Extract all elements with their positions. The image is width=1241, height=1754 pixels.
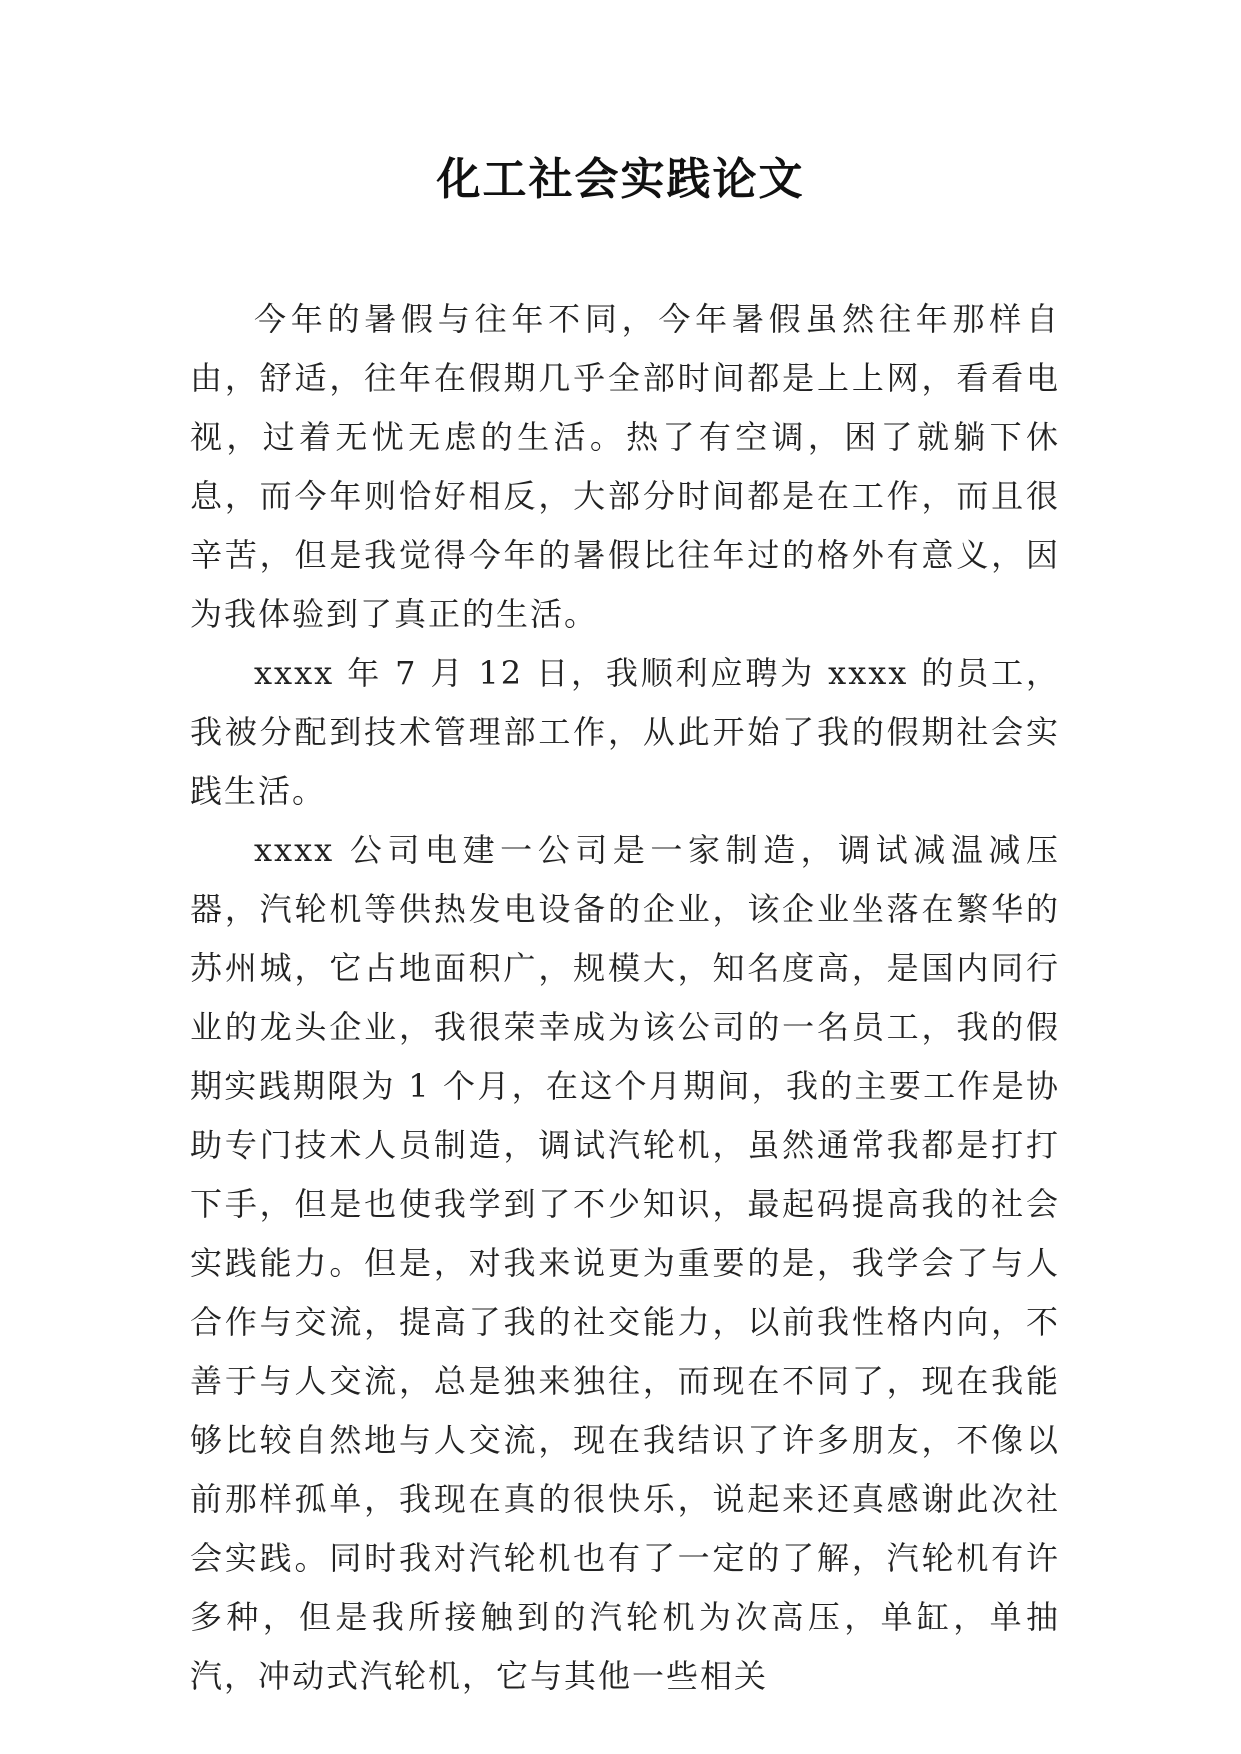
paragraph-2: xxxx 年 7 月 12 日，我顺利应聘为 xxxx 的员工，我被分配到技术管理部工作，从此开始了我的假期社会实践生活。 bbox=[190, 654, 1060, 810]
document-body bbox=[190, 290, 1060, 1706]
paragraph-1: 今年的暑假与往年不同，今年暑假虽然往年那样自由，舒适，往年在假期几乎全部时间都是上上网，看看电视，过着无忧无虑的生活。热了有空调，困了就躺下休息，而今年则恰好相反，大部分时间都是在工作，而且很辛苦，但是我觉得今年的暑假比往年过的格外有意义，因为我体验到了真正的生活。 bbox=[190, 300, 1060, 633]
paragraph-3: xxxx 公司电建一公司是一家制造，调试减温减压器，汽轮机等供热发电设备的企业，该企业坐落在繁华的苏州城，它占地面积广，规模大，知名度高，是国内同行业的龙头企业，我很荣幸成为该公司的一名员工，我的假期实践期限为 1 个月，在这个月期间，我的主要工作是协助专门技术人员制造，调试汽轮机，虽然通常我都是打打下手，但是也使我学到了不少知识，最起码提高我的社会实践能力。但是，对我来说更为重要的是，我学会了与人合作与交流，提高了我的社交能力，以前我性格内向，不善于与人交流，总是独来独往，而现在不同了，现在我能够比较自然地与人交流，现在我结识了许多朋友，不像以前那样孤单，我现在真的很快乐，说起来还真感谢此次社会实践。同时我对汽轮机也有了一定的了解，汽轮机有许多种，但是我所接触到的汽轮机为次高压，单缸，单抽汽，冲动式汽轮机，它与其他一些相关 bbox=[190, 831, 1060, 1695]
document-title: 化工社会实践论文 bbox=[436, 154, 805, 205]
